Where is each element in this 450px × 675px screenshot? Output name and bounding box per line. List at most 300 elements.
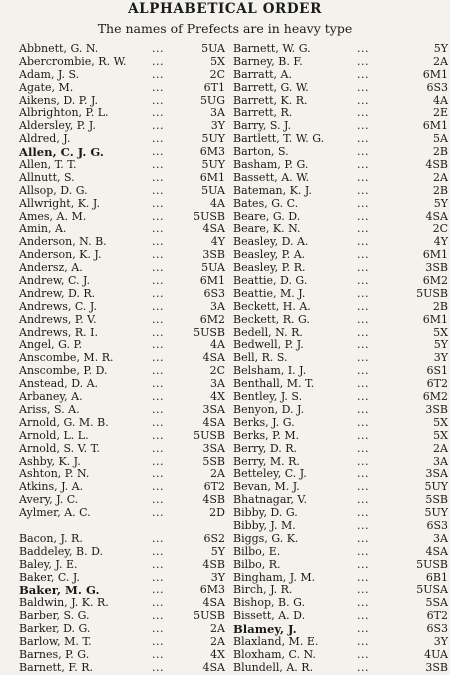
form-code: 4SA bbox=[202, 596, 225, 610]
pupil-name: Bilbo, R. bbox=[233, 557, 281, 571]
leader-dots: ... bbox=[152, 235, 164, 249]
pupil-name: Betteley, C. J. bbox=[233, 467, 307, 481]
leader-dots: ... bbox=[152, 441, 164, 455]
pupil-name: Bilbo, E. bbox=[233, 544, 281, 558]
list-item bbox=[19, 636, 234, 649]
list-item bbox=[19, 649, 234, 662]
right-column bbox=[233, 43, 448, 675]
leader-dots: ... bbox=[357, 454, 369, 468]
leader-dots: ... bbox=[357, 428, 369, 442]
list-item bbox=[19, 430, 234, 443]
list-item bbox=[19, 301, 234, 314]
form-code: 4SA bbox=[202, 660, 225, 674]
leader-dots: ... bbox=[152, 364, 164, 378]
form-code: 5UA bbox=[201, 183, 225, 197]
pupil-name: Aikens, D. P. J. bbox=[19, 93, 98, 107]
pupil-name: Barratt, A. bbox=[233, 67, 292, 81]
pupil-name: Adam, J. S. bbox=[19, 67, 80, 81]
pupil-name: Bentley, J. S. bbox=[233, 390, 303, 404]
pupil-name: Baldwin, J. K. R. bbox=[19, 596, 109, 610]
form-code: 5USB bbox=[193, 209, 225, 223]
leader-dots: ... bbox=[152, 480, 164, 494]
leader-dots: ... bbox=[152, 583, 164, 597]
leader-dots: ... bbox=[152, 506, 164, 520]
pupil-name: Beattie, D. G. bbox=[233, 274, 308, 288]
form-code: 2B bbox=[432, 299, 448, 313]
list-item bbox=[19, 546, 234, 559]
form-code: 5SB bbox=[202, 454, 225, 468]
list-item bbox=[233, 275, 448, 288]
list-item bbox=[233, 533, 448, 546]
pupil-name: Barton, S. bbox=[233, 145, 289, 159]
form-code: 4SA bbox=[202, 415, 225, 429]
leader-dots: ... bbox=[357, 531, 369, 545]
form-code: 5USB bbox=[193, 428, 225, 442]
form-code: 4A bbox=[433, 93, 448, 107]
pupil-name: Bibby, D. G. bbox=[233, 506, 298, 520]
form-code: 6T1 bbox=[203, 80, 225, 94]
form-code: 6M1 bbox=[422, 119, 448, 133]
leader-dots: ... bbox=[152, 54, 164, 68]
form-code: 2E bbox=[432, 106, 448, 120]
form-code: 5Y bbox=[433, 196, 448, 210]
form-code: 5UA bbox=[201, 42, 225, 55]
list-item bbox=[19, 507, 234, 520]
leader-dots: ... bbox=[152, 261, 164, 275]
form-code: 6M1 bbox=[199, 170, 225, 184]
leader-dots: ... bbox=[152, 660, 164, 674]
leader-dots: ... bbox=[357, 274, 369, 288]
list-item bbox=[233, 198, 448, 211]
pupil-name: Barry, S. J. bbox=[233, 119, 292, 133]
pupil-name: Beasley, P. R. bbox=[233, 261, 306, 275]
leader-dots: ... bbox=[152, 428, 164, 442]
list-item bbox=[233, 443, 448, 456]
pupil-name: Belsham, I. J. bbox=[233, 364, 307, 378]
list-item bbox=[233, 172, 448, 185]
pupil-name: Bartlett, T. W. G. bbox=[233, 132, 325, 146]
pupil-name: Barrett, K. R. bbox=[233, 93, 308, 107]
left-column bbox=[19, 43, 234, 675]
form-code: 3Y bbox=[210, 119, 225, 133]
form-code: 6M1 bbox=[422, 312, 448, 326]
leader-dots: ... bbox=[152, 647, 164, 661]
pupil-name: Beasley, P. A. bbox=[233, 248, 306, 262]
page-subtitle: The names of Prefects are in heavy type bbox=[97, 21, 353, 36]
pupil-name: Barrett, G. W. bbox=[233, 80, 309, 94]
form-code: 5USB bbox=[416, 557, 448, 571]
leader-dots: ... bbox=[152, 634, 164, 648]
leader-dots: ... bbox=[152, 415, 164, 429]
form-code: 2B bbox=[432, 145, 448, 159]
leader-dots: ... bbox=[357, 183, 369, 197]
form-code: 2D bbox=[209, 506, 225, 520]
list-item bbox=[19, 69, 234, 82]
form-code: 2C bbox=[209, 67, 225, 81]
form-code: 3A bbox=[433, 531, 448, 545]
pupil-name: Beare, G. D. bbox=[233, 209, 301, 223]
form-code: 5USA bbox=[416, 583, 448, 597]
pupil-name: Andrews, C. J. bbox=[19, 299, 97, 313]
form-code: 6T2 bbox=[426, 609, 448, 623]
leader-dots: ... bbox=[357, 480, 369, 494]
pupil-name: Aldersley, P. J. bbox=[19, 119, 96, 133]
pupil-name: Barney, B. F. bbox=[233, 54, 303, 68]
pupil-name: Bacon, J. R. bbox=[19, 531, 83, 545]
pupil-name: Bishop, B. G. bbox=[233, 596, 305, 610]
form-code: 4SA bbox=[202, 351, 225, 365]
leader-dots: ... bbox=[152, 274, 164, 288]
pupil-name: Bloxham, C. N. bbox=[233, 647, 316, 661]
pupil-name: Barnes, P. G. bbox=[19, 647, 90, 661]
form-code: 5Y bbox=[433, 42, 448, 55]
form-code: 4SB bbox=[202, 557, 225, 571]
form-code: 3Y bbox=[433, 634, 448, 648]
leader-dots: ... bbox=[357, 145, 369, 159]
form-code: 3Y bbox=[433, 351, 448, 365]
form-code: 3A bbox=[210, 377, 225, 391]
list-item bbox=[233, 636, 448, 649]
pupil-name: Anscombe, P. D. bbox=[19, 364, 108, 378]
pupil-name: Anscombe, M. R. bbox=[19, 351, 114, 365]
list-item bbox=[233, 288, 448, 301]
leader-dots: ... bbox=[152, 609, 164, 623]
leader-dots: ... bbox=[152, 80, 164, 94]
list-item bbox=[19, 662, 234, 675]
pupil-name: Allen, T. T. bbox=[19, 158, 77, 172]
list-item bbox=[19, 288, 234, 301]
form-code: 6M1 bbox=[422, 248, 448, 262]
form-code: 5USB bbox=[193, 609, 225, 623]
form-code: 4X bbox=[210, 647, 225, 661]
form-code: 2B bbox=[432, 183, 448, 197]
pupil-name: Berks, P. M. bbox=[233, 428, 300, 442]
form-code: 2A bbox=[210, 467, 225, 481]
list-item bbox=[19, 275, 234, 288]
list-item bbox=[233, 301, 448, 314]
form-code: 6M3 bbox=[199, 145, 225, 159]
form-code: 6M3 bbox=[199, 583, 225, 597]
pupil-name: Bateman, K. J. bbox=[233, 183, 312, 197]
pupil-name: Benthall, M. T. bbox=[233, 377, 315, 391]
pupil-name: Baddeley, B. D. bbox=[19, 544, 104, 558]
form-code: 6S3 bbox=[203, 286, 225, 300]
pupil-name: Aylmer, A. C. bbox=[19, 506, 91, 520]
leader-dots: ... bbox=[357, 506, 369, 520]
pupil-name: Anderson, K. J. bbox=[19, 248, 102, 262]
leader-dots: ... bbox=[357, 106, 369, 120]
leader-dots: ... bbox=[152, 467, 164, 481]
leader-dots: ... bbox=[357, 312, 369, 326]
leader-dots: ... bbox=[357, 609, 369, 623]
form-code: 6S2 bbox=[203, 531, 225, 545]
pupil-name: Bissett, A. D. bbox=[233, 609, 306, 623]
form-code: 3A bbox=[433, 454, 448, 468]
form-code: 2A bbox=[210, 634, 225, 648]
leader-dots: ... bbox=[357, 634, 369, 648]
list-item bbox=[233, 520, 448, 533]
leader-dots: ... bbox=[152, 544, 164, 558]
leader-dots: ... bbox=[152, 557, 164, 571]
leader-dots: ... bbox=[357, 325, 369, 339]
leader-dots: ... bbox=[357, 338, 369, 352]
form-code: 4A bbox=[210, 338, 225, 352]
leader-dots: ... bbox=[152, 338, 164, 352]
form-code: 5UG bbox=[199, 93, 225, 107]
form-code: 6M2 bbox=[422, 274, 448, 288]
leader-dots: ... bbox=[152, 531, 164, 545]
leader-dots: ... bbox=[357, 441, 369, 455]
leader-dots: ... bbox=[152, 248, 164, 262]
pupil-name: Ashby, K. J. bbox=[19, 454, 81, 468]
form-code: 4SA bbox=[425, 544, 448, 558]
leader-dots: ... bbox=[152, 222, 164, 236]
leader-dots: ... bbox=[152, 622, 164, 636]
form-code: 2A bbox=[433, 441, 448, 455]
leader-dots: ... bbox=[357, 377, 369, 391]
pupil-name: Arnold, S. V. T. bbox=[19, 441, 100, 455]
list-item bbox=[19, 417, 234, 430]
leader-dots: ... bbox=[357, 261, 369, 275]
pupil-name: Andersz, A. bbox=[19, 261, 83, 275]
form-code: 6T2 bbox=[426, 377, 448, 391]
leader-dots: ... bbox=[357, 42, 369, 55]
leader-dots: ... bbox=[357, 351, 369, 365]
pupil-name: Beasley, D. A. bbox=[233, 235, 309, 249]
leader-dots: ... bbox=[357, 158, 369, 172]
pupil-name: Barker, D. G. bbox=[19, 622, 91, 636]
form-code: 5X bbox=[433, 428, 448, 442]
leader-dots: ... bbox=[152, 596, 164, 610]
leader-dots: ... bbox=[152, 325, 164, 339]
leader-dots: ... bbox=[152, 158, 164, 172]
list-item bbox=[19, 314, 234, 327]
pupil-name: Blaxland, M. E. bbox=[233, 634, 319, 648]
leader-dots: ... bbox=[152, 312, 164, 326]
form-code: 5USB bbox=[193, 325, 225, 339]
pupil-name: Avery, J. C. bbox=[19, 493, 79, 507]
list-item bbox=[233, 159, 448, 172]
form-code: 6B1 bbox=[425, 570, 448, 584]
pupil-name: Barnett, F. R. bbox=[19, 660, 94, 674]
form-code: 2A bbox=[433, 54, 448, 68]
form-code: 6M2 bbox=[422, 390, 448, 404]
pupil-name: Baley, J. E. bbox=[19, 557, 78, 571]
form-code: 3SB bbox=[202, 248, 225, 262]
form-code: 3SB bbox=[425, 402, 448, 416]
list-item bbox=[233, 559, 448, 572]
pupil-name: Andrews, R. I. bbox=[19, 325, 99, 339]
form-code: 4SB bbox=[425, 158, 448, 172]
leader-dots: ... bbox=[152, 106, 164, 120]
form-code: 5UY bbox=[424, 506, 448, 520]
pupil-name: Ashton, P. N. bbox=[19, 467, 90, 481]
form-code: 5A bbox=[433, 132, 448, 146]
form-code: 6T2 bbox=[203, 480, 225, 494]
form-code: 6M1 bbox=[199, 274, 225, 288]
leader-dots: ... bbox=[152, 570, 164, 584]
list-item bbox=[233, 546, 448, 559]
pupil-name: Andrew, D. R. bbox=[19, 286, 96, 300]
pupil-name: Blundell, A. R. bbox=[233, 660, 314, 674]
list-item bbox=[233, 391, 448, 404]
pupil-name: Barber, S. G. bbox=[19, 609, 90, 623]
leader-dots: ... bbox=[357, 570, 369, 584]
pupil-name: Biggs, G. K. bbox=[233, 531, 299, 545]
list-item bbox=[19, 56, 234, 69]
pupil-name: Bingham, J. M. bbox=[233, 570, 316, 584]
leader-dots: ... bbox=[357, 660, 369, 674]
leader-dots: ... bbox=[152, 209, 164, 223]
pupil-name: Baker, C. J. bbox=[19, 570, 80, 584]
pupil-name: Andrew, C. J. bbox=[19, 274, 91, 288]
form-code: 5UY bbox=[201, 132, 225, 146]
list-item bbox=[19, 443, 234, 456]
list-item bbox=[233, 314, 448, 327]
pupil-name: Bates, G. C. bbox=[233, 196, 299, 210]
form-code: 5Y bbox=[433, 338, 448, 352]
list-item bbox=[19, 185, 234, 198]
form-code: 3Y bbox=[210, 570, 225, 584]
form-code: 5X bbox=[210, 54, 225, 68]
leader-dots: ... bbox=[357, 622, 369, 636]
pupil-name: Benyon, D. J. bbox=[233, 402, 305, 416]
form-code: 4X bbox=[210, 390, 225, 404]
form-code: 6M2 bbox=[199, 312, 225, 326]
leader-dots: ... bbox=[152, 196, 164, 210]
leader-dots: ... bbox=[357, 119, 369, 133]
list-item bbox=[19, 391, 234, 404]
list-item bbox=[19, 533, 234, 546]
leader-dots: ... bbox=[357, 557, 369, 571]
form-code: 2C bbox=[209, 364, 225, 378]
leader-dots: ... bbox=[357, 235, 369, 249]
prefect-name: Blamey, J. bbox=[233, 622, 297, 637]
form-code: 5SB bbox=[425, 493, 448, 507]
list-item bbox=[233, 662, 448, 675]
form-code: 5X bbox=[433, 415, 448, 429]
pupil-name: Agate, M. bbox=[19, 80, 74, 94]
leader-dots: ... bbox=[357, 67, 369, 81]
form-code: 6S1 bbox=[426, 364, 448, 378]
leader-dots: ... bbox=[357, 54, 369, 68]
leader-dots: ... bbox=[357, 132, 369, 146]
leader-dots: ... bbox=[152, 119, 164, 133]
leader-dots: ... bbox=[152, 170, 164, 184]
pupil-name: Ariss, S. A. bbox=[19, 402, 80, 416]
list-item bbox=[19, 559, 234, 572]
pupil-name: Abercrombie, R. W. bbox=[19, 54, 127, 68]
pupil-name: Andrews, P. V. bbox=[19, 312, 97, 326]
pupil-name: Bell, R. S. bbox=[233, 351, 288, 365]
pupil-name: Angel, G. P. bbox=[19, 338, 83, 352]
pupil-name: Amin, A. bbox=[19, 222, 67, 236]
pupil-name: Berry, M. R. bbox=[233, 454, 300, 468]
leader-dots: ... bbox=[357, 196, 369, 210]
form-code: 3SA bbox=[425, 467, 448, 481]
pupil-name: Bhatnagar, V. bbox=[233, 493, 307, 507]
form-code: 6M1 bbox=[422, 67, 448, 81]
leader-dots: ... bbox=[152, 145, 164, 159]
pupil-name: Barrett, R. bbox=[233, 106, 293, 120]
pupil-name: Bassett, A. W. bbox=[233, 170, 310, 184]
leader-dots: ... bbox=[357, 518, 369, 532]
form-code: 3SB bbox=[425, 660, 448, 674]
pupil-name: Allsop, D. G. bbox=[19, 183, 88, 197]
leader-dots: ... bbox=[357, 209, 369, 223]
form-code: 5UY bbox=[201, 158, 225, 172]
list-item bbox=[233, 185, 448, 198]
list-item bbox=[233, 56, 448, 69]
form-code: 6S3 bbox=[426, 622, 448, 636]
pupil-name: Bedwell, P. J. bbox=[233, 338, 304, 352]
leader-dots: ... bbox=[357, 364, 369, 378]
pupil-name: Anderson, N. B. bbox=[19, 235, 107, 249]
leader-dots: ... bbox=[357, 402, 369, 416]
list-item bbox=[19, 43, 234, 56]
leader-dots: ... bbox=[357, 93, 369, 107]
list-item bbox=[233, 69, 448, 82]
leader-dots: ... bbox=[357, 583, 369, 597]
leader-dots: ... bbox=[152, 493, 164, 507]
form-code: 4Y bbox=[210, 235, 225, 249]
form-code: 3A bbox=[210, 299, 225, 313]
leader-dots: ... bbox=[152, 402, 164, 416]
list-item bbox=[19, 82, 234, 95]
form-code: 2A bbox=[210, 622, 225, 636]
pupil-name: Berks, J. G. bbox=[233, 415, 295, 429]
pupil-name: Barnett, W. G. bbox=[233, 42, 311, 55]
list-item bbox=[19, 198, 234, 211]
leader-dots: ... bbox=[357, 596, 369, 610]
form-code: 4Y bbox=[433, 235, 448, 249]
leader-dots: ... bbox=[152, 132, 164, 146]
pupil-name: Bevan, M. J. bbox=[233, 480, 300, 494]
pupil-name: Basham, P. G. bbox=[233, 158, 309, 172]
list-item bbox=[233, 417, 448, 430]
leader-dots: ... bbox=[357, 390, 369, 404]
form-code: 4A bbox=[210, 196, 225, 210]
pupil-name: Anstead, D. A. bbox=[19, 377, 99, 391]
leader-dots: ... bbox=[152, 454, 164, 468]
leader-dots: ... bbox=[357, 248, 369, 262]
leader-dots: ... bbox=[152, 183, 164, 197]
leader-dots: ... bbox=[152, 377, 164, 391]
pupil-name: Albrighton, P. L. bbox=[19, 106, 109, 120]
leader-dots: ... bbox=[357, 222, 369, 236]
leader-dots: ... bbox=[357, 647, 369, 661]
form-code: 2A bbox=[433, 170, 448, 184]
leader-dots: ... bbox=[152, 42, 164, 55]
pupil-name: Abbnett, G. N. bbox=[19, 42, 99, 55]
leader-dots: ... bbox=[357, 415, 369, 429]
pupil-name: Ames, A. M. bbox=[19, 209, 87, 223]
form-code: 4SB bbox=[202, 493, 225, 507]
leader-dots: ... bbox=[152, 351, 164, 365]
list-item bbox=[233, 82, 448, 95]
form-code: 5UA bbox=[201, 261, 225, 275]
leader-dots: ... bbox=[357, 170, 369, 184]
pupil-name: Allnutt, S. bbox=[19, 170, 75, 184]
leader-dots: ... bbox=[357, 286, 369, 300]
leader-dots: ... bbox=[152, 286, 164, 300]
pupil-name: Allwright, K. J. bbox=[19, 196, 100, 210]
form-code: 5UY bbox=[424, 480, 448, 494]
pupil-name: Arnold, L. L. bbox=[19, 428, 89, 442]
form-code: 3SA bbox=[202, 402, 225, 416]
pupil-name: Berry, D. R. bbox=[233, 441, 298, 455]
pupil-name: Arbaney, A. bbox=[19, 390, 83, 404]
